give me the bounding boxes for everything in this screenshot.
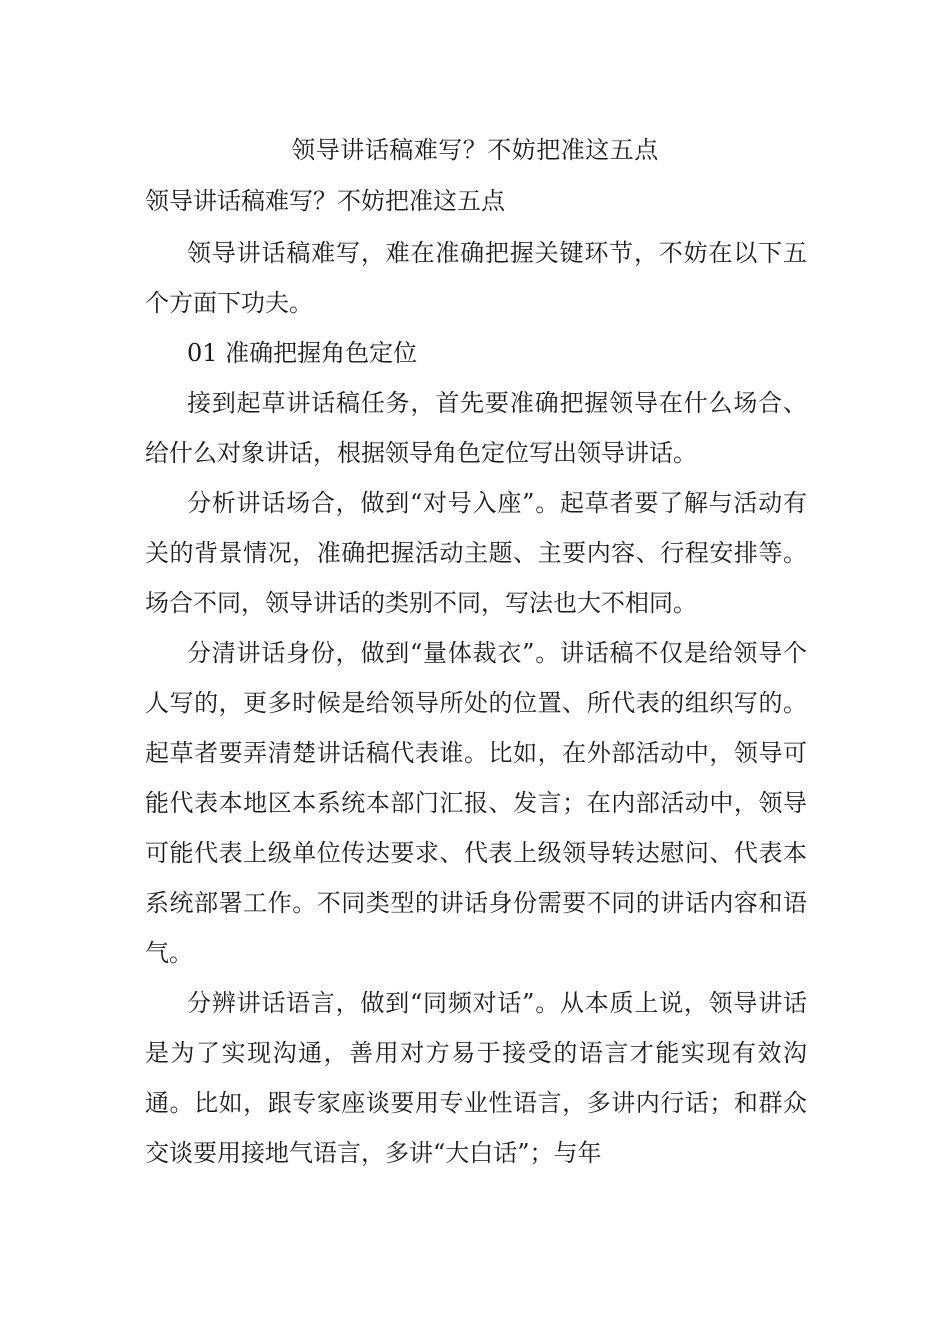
intro-paragraph: 领导讲话稿难写，难在准确把握关键环节，不妨在以下五个方面下功夫。	[145, 239, 807, 317]
body-paragraph: 分清讲话身份，做到“量体裁衣”。讲话稿不仅是给领导个人写的，更多时候是给领导所处的位置、所代表的组织写的。起草者要弄清楚讲话稿代表谁。比如，在外部活动中，领导可能代表本地区本系统本部门汇报、发言；在内部活动中，领导可能代表上级单位传达要求、代表上级领导转达慰问、代表本系统部署工作。不同类型的讲话身份需要不同的讲话内容和语气。	[145, 639, 807, 967]
document-title: 领导讲话稿难写？不妨把准这五点	[291, 136, 659, 164]
section-heading: 01 准确把握角色定位	[187, 339, 418, 367]
document-subtitle: 领导讲话稿难写？不妨把准这五点	[145, 187, 505, 215]
body-paragraph: 接到起草讲话稿任务，首先要准确把握领导在什么场合、给什么对象讲话，根据领导角色定位写出领导讲话。	[145, 389, 807, 467]
document-body	[145, 228, 807, 1178]
body-paragraph: 分析讲话场合，做到“对号入座”。起草者要了解与活动有关的背景情况，准确把握活动主题、主要内容、行程安排等。场合不同，领导讲话的类别不同，写法也大不相同。	[145, 489, 807, 617]
body-paragraph: 分辨讲话语言，做到“同频对话”。从本质上说，领导讲话是为了实现沟通，善用对方易于接受的语言才能实现有效沟通。比如，跟专家座谈要用专业性语言，多讲内行话；和群众交谈要用接地气语言，多讲“大白话”；与年	[145, 989, 807, 1167]
